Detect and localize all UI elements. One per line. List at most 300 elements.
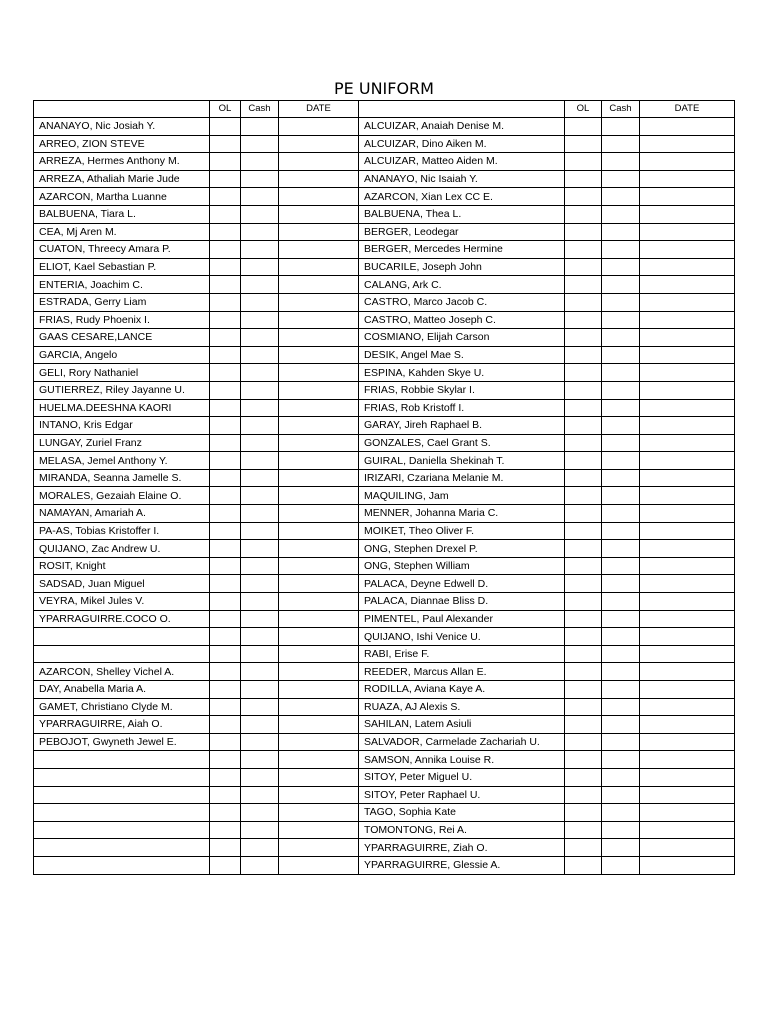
cash-cell-left — [241, 522, 279, 540]
ol-cell-right — [565, 575, 602, 593]
date-cell-right — [640, 311, 735, 329]
student-name-left: NAMAYAN, Amariah A. — [34, 505, 210, 523]
student-name-left: LUNGAY, Zuriel Franz — [34, 434, 210, 452]
date-cell-right — [640, 205, 735, 223]
ol-cell-right — [565, 804, 602, 822]
date-cell-left — [279, 276, 359, 294]
cash-cell-right — [602, 733, 640, 751]
table-row — [34, 452, 735, 470]
cash-cell-left — [241, 434, 279, 452]
student-name-left: AZARCON, Martha Luanne — [34, 188, 210, 206]
date-cell-right — [640, 540, 735, 558]
ol-cell-left — [210, 241, 241, 259]
student-name-right: GARAY, Jireh Raphael B. — [359, 417, 565, 435]
date-cell-right — [640, 329, 735, 347]
ol-cell-right — [565, 188, 602, 206]
table-row — [34, 223, 735, 241]
student-name-left: MELASA, Jemel Anthony Y. — [34, 452, 210, 470]
student-name-left: VEYRA, Mikel Jules V. — [34, 593, 210, 611]
cash-cell-left — [241, 557, 279, 575]
table-row — [34, 681, 735, 699]
student-name-left — [34, 645, 210, 663]
student-name-left: ARREZA, Athaliah Marie Jude — [34, 170, 210, 188]
date-cell-right — [640, 751, 735, 769]
student-name-left — [34, 628, 210, 646]
student-name-right: CASTRO, Matteo Joseph C. — [359, 311, 565, 329]
table-row — [34, 856, 735, 874]
ol-cell-left — [210, 663, 241, 681]
date-cell-left — [279, 311, 359, 329]
student-name-right: RUAZA, AJ Alexis S. — [359, 698, 565, 716]
cash-cell-left — [241, 698, 279, 716]
date-cell-right — [640, 417, 735, 435]
cash-cell-right — [602, 170, 640, 188]
ol-cell-left — [210, 610, 241, 628]
ol-cell-left — [210, 505, 241, 523]
student-name-right: PIMENTEL, Paul Alexander — [359, 610, 565, 628]
date-cell-left — [279, 768, 359, 786]
student-name-left: ENTERIA, Joachim C. — [34, 276, 210, 294]
ol-cell-left — [210, 821, 241, 839]
date-cell-left — [279, 417, 359, 435]
student-name-left: MIRANDA, Seanna Jamelle S. — [34, 469, 210, 487]
student-name-right: COSMIANO, Elijah Carson — [359, 329, 565, 347]
student-name-left: BALBUENA, Tiara L. — [34, 205, 210, 223]
cash-cell-left — [241, 311, 279, 329]
cash-cell-right — [602, 118, 640, 136]
date-cell-right — [640, 557, 735, 575]
student-name-right: SITOY, Peter Miguel U. — [359, 768, 565, 786]
date-cell-left — [279, 681, 359, 699]
ol-cell-left — [210, 575, 241, 593]
cash-cell-left — [241, 645, 279, 663]
date-cell-left — [279, 434, 359, 452]
cash-cell-left — [241, 628, 279, 646]
ol-cell-right — [565, 557, 602, 575]
date-cell-left — [279, 135, 359, 153]
student-name-left: GELI, Rory Nathaniel — [34, 364, 210, 382]
student-name-left: GAMET, Christiano Clyde M. — [34, 698, 210, 716]
cash-cell-right — [602, 205, 640, 223]
date-cell-left — [279, 716, 359, 734]
student-name-right: GUIRAL, Daniella Shekinah T. — [359, 452, 565, 470]
date-cell-left — [279, 469, 359, 487]
cash-cell-left — [241, 346, 279, 364]
ol-cell-left — [210, 751, 241, 769]
student-name-right: SITOY, Peter Raphael U. — [359, 786, 565, 804]
student-name-right: CASTRO, Marco Jacob C. — [359, 293, 565, 311]
date-cell-left — [279, 786, 359, 804]
ol-cell-right — [565, 293, 602, 311]
date-cell-right — [640, 681, 735, 699]
student-name-right: SALVADOR, Carmelade Zachariah U. — [359, 733, 565, 751]
cash-cell-left — [241, 716, 279, 734]
student-name-right: PALACA, Deyne Edwell D. — [359, 575, 565, 593]
cash-cell-left — [241, 681, 279, 699]
ol-cell-right — [565, 434, 602, 452]
cash-cell-right — [602, 575, 640, 593]
ol-cell-right — [565, 223, 602, 241]
cash-cell-right — [602, 223, 640, 241]
date-cell-right — [640, 469, 735, 487]
student-name-left: PA-AS, Tobias Kristoffer I. — [34, 522, 210, 540]
date-cell-left — [279, 821, 359, 839]
ol-cell-left — [210, 522, 241, 540]
ol-cell-right — [565, 417, 602, 435]
ol-cell-left — [210, 716, 241, 734]
ol-cell-left — [210, 258, 241, 276]
date-cell-left — [279, 487, 359, 505]
cash-cell-left — [241, 804, 279, 822]
date-cell-right — [640, 170, 735, 188]
cash-cell-right — [602, 487, 640, 505]
cash-cell-left — [241, 856, 279, 874]
date-cell-left — [279, 364, 359, 382]
cash-cell-left — [241, 575, 279, 593]
student-name-right: ONG, Stephen Drexel P. — [359, 540, 565, 558]
student-name-right: FRIAS, Robbie Skylar I. — [359, 381, 565, 399]
date-cell-left — [279, 505, 359, 523]
table-row — [34, 188, 735, 206]
ol-cell-left — [210, 153, 241, 171]
ol-cell-right — [565, 751, 602, 769]
ol-cell-left — [210, 557, 241, 575]
ol-cell-right — [565, 839, 602, 857]
student-name-left: GARCIA, Angelo — [34, 346, 210, 364]
date-cell-left — [279, 610, 359, 628]
cash-cell-right — [602, 540, 640, 558]
date-cell-right — [640, 364, 735, 382]
date-cell-right — [640, 276, 735, 294]
table-row — [34, 364, 735, 382]
date-cell-left — [279, 645, 359, 663]
ol-cell-left — [210, 135, 241, 153]
ol-cell-right — [565, 118, 602, 136]
cash-cell-right — [602, 364, 640, 382]
date-cell-left — [279, 593, 359, 611]
cash-cell-left — [241, 593, 279, 611]
cash-cell-right — [602, 839, 640, 857]
date-cell-right — [640, 856, 735, 874]
date-cell-left — [279, 804, 359, 822]
date-cell-left — [279, 856, 359, 874]
ol-cell-right — [565, 505, 602, 523]
student-name-left: ARREZA, Hermes Anthony M. — [34, 153, 210, 171]
header-date-left: DATE — [279, 101, 359, 118]
ol-cell-left — [210, 293, 241, 311]
ol-cell-right — [565, 276, 602, 294]
cash-cell-right — [602, 610, 640, 628]
cash-cell-right — [602, 135, 640, 153]
date-cell-left — [279, 346, 359, 364]
student-name-left: CUATON, Threecy Amara P. — [34, 241, 210, 259]
student-name-right: GONZALES, Cael Grant S. — [359, 434, 565, 452]
table-row — [34, 645, 735, 663]
student-name-left — [34, 786, 210, 804]
ol-cell-right — [565, 487, 602, 505]
student-name-right: FRIAS, Rob Kristoff I. — [359, 399, 565, 417]
student-name-left: ELIOT, Kael Sebastian P. — [34, 258, 210, 276]
ol-cell-left — [210, 223, 241, 241]
date-cell-left — [279, 663, 359, 681]
date-cell-left — [279, 223, 359, 241]
cash-cell-right — [602, 452, 640, 470]
date-cell-right — [640, 593, 735, 611]
ol-cell-left — [210, 311, 241, 329]
table-row — [34, 698, 735, 716]
date-cell-left — [279, 118, 359, 136]
date-cell-right — [640, 223, 735, 241]
student-name-left — [34, 821, 210, 839]
student-name-left: FRIAS, Rudy Phoenix I. — [34, 311, 210, 329]
header-ol-left: OL — [210, 101, 241, 118]
table-row — [34, 329, 735, 347]
ol-cell-right — [565, 452, 602, 470]
student-name-left — [34, 856, 210, 874]
date-cell-left — [279, 733, 359, 751]
date-cell-right — [640, 839, 735, 857]
table-row — [34, 311, 735, 329]
student-name-right: ALCUIZAR, Matteo Aiden M. — [359, 153, 565, 171]
table-row — [34, 241, 735, 259]
student-name-left — [34, 751, 210, 769]
ol-cell-left — [210, 346, 241, 364]
ol-cell-left — [210, 698, 241, 716]
ol-cell-right — [565, 593, 602, 611]
ol-cell-left — [210, 786, 241, 804]
cash-cell-left — [241, 663, 279, 681]
cash-cell-right — [602, 628, 640, 646]
date-cell-right — [640, 118, 735, 136]
table-row — [34, 258, 735, 276]
table-row — [34, 170, 735, 188]
ol-cell-right — [565, 628, 602, 646]
cash-cell-right — [602, 663, 640, 681]
student-name-right: YPARRAGUIRRE, Ziah O. — [359, 839, 565, 857]
student-name-right: ONG, Stephen William — [359, 557, 565, 575]
ol-cell-left — [210, 399, 241, 417]
cash-cell-right — [602, 329, 640, 347]
header-ol-right: OL — [565, 101, 602, 118]
student-name-right: ANANAYO, Nic Isaiah Y. — [359, 170, 565, 188]
date-cell-left — [279, 751, 359, 769]
ol-cell-left — [210, 188, 241, 206]
ol-cell-right — [565, 856, 602, 874]
ol-cell-left — [210, 645, 241, 663]
table-row — [34, 469, 735, 487]
date-cell-left — [279, 153, 359, 171]
student-name-right: SAMSON, Annika Louise R. — [359, 751, 565, 769]
table-row — [34, 593, 735, 611]
date-cell-right — [640, 575, 735, 593]
cash-cell-right — [602, 276, 640, 294]
cash-cell-right — [602, 751, 640, 769]
date-cell-right — [640, 346, 735, 364]
student-name-right: ESPINA, Kahden Skye U. — [359, 364, 565, 382]
table-row — [34, 293, 735, 311]
cash-cell-right — [602, 768, 640, 786]
ol-cell-left — [210, 469, 241, 487]
table-row — [34, 135, 735, 153]
cash-cell-right — [602, 241, 640, 259]
date-cell-right — [640, 135, 735, 153]
date-cell-left — [279, 258, 359, 276]
student-name-left: ANANAYO, Nic Josiah Y. — [34, 118, 210, 136]
date-cell-left — [279, 381, 359, 399]
cash-cell-right — [602, 786, 640, 804]
student-name-right: BUCARILE, Joseph John — [359, 258, 565, 276]
date-cell-right — [640, 522, 735, 540]
ol-cell-left — [210, 276, 241, 294]
date-cell-right — [640, 733, 735, 751]
student-name-right: DESIK, Angel Mae S. — [359, 346, 565, 364]
ol-cell-right — [565, 346, 602, 364]
cash-cell-left — [241, 610, 279, 628]
student-name-left: AZARCON, Shelley Vichel A. — [34, 663, 210, 681]
cash-cell-left — [241, 118, 279, 136]
cash-cell-left — [241, 293, 279, 311]
date-cell-right — [640, 258, 735, 276]
date-cell-left — [279, 170, 359, 188]
student-name-right: YPARRAGUIRRE, Glessie A. — [359, 856, 565, 874]
header-name-right — [359, 101, 565, 118]
cash-cell-right — [602, 293, 640, 311]
date-cell-left — [279, 241, 359, 259]
table-row — [34, 417, 735, 435]
header-cash-left: Cash — [241, 101, 279, 118]
student-name-left — [34, 768, 210, 786]
ol-cell-left — [210, 733, 241, 751]
cash-cell-right — [602, 681, 640, 699]
table-row — [34, 557, 735, 575]
table-row — [34, 346, 735, 364]
table-row — [34, 768, 735, 786]
cash-cell-right — [602, 804, 640, 822]
cash-cell-right — [602, 417, 640, 435]
ol-cell-right — [565, 733, 602, 751]
date-cell-right — [640, 434, 735, 452]
ol-cell-right — [565, 645, 602, 663]
cash-cell-left — [241, 839, 279, 857]
ol-cell-left — [210, 839, 241, 857]
ol-cell-right — [565, 205, 602, 223]
student-name-right: TOMONTONG, Rei A. — [359, 821, 565, 839]
table-row — [34, 716, 735, 734]
cash-cell-left — [241, 505, 279, 523]
cash-cell-left — [241, 768, 279, 786]
student-name-right: TAGO, Sophia Kate — [359, 804, 565, 822]
date-cell-left — [279, 188, 359, 206]
table-row — [34, 205, 735, 223]
ol-cell-right — [565, 610, 602, 628]
student-name-right: MOIKET, Theo Oliver F. — [359, 522, 565, 540]
student-name-left: ARREO, ZION STEVE — [34, 135, 210, 153]
date-cell-right — [640, 293, 735, 311]
date-cell-left — [279, 293, 359, 311]
ol-cell-right — [565, 153, 602, 171]
date-cell-right — [640, 381, 735, 399]
ol-cell-right — [565, 135, 602, 153]
table-row — [34, 733, 735, 751]
table-row — [34, 540, 735, 558]
cash-cell-left — [241, 786, 279, 804]
student-name-right: AZARCON, Xian Lex CC E. — [359, 188, 565, 206]
ol-cell-right — [565, 329, 602, 347]
cash-cell-left — [241, 170, 279, 188]
student-name-left: YPARRAGUIRRE, Aiah O. — [34, 716, 210, 734]
cash-cell-right — [602, 153, 640, 171]
date-cell-right — [640, 487, 735, 505]
table-row — [34, 434, 735, 452]
date-cell-right — [640, 610, 735, 628]
table-row — [34, 839, 735, 857]
student-name-right: RODILLA, Aviana Kaye A. — [359, 681, 565, 699]
cash-cell-left — [241, 258, 279, 276]
table-row — [34, 821, 735, 839]
ol-cell-left — [210, 452, 241, 470]
student-name-left: ROSIT, Knight — [34, 557, 210, 575]
student-name-left: GUTIERREZ, Riley Jayanne U. — [34, 381, 210, 399]
date-cell-right — [640, 786, 735, 804]
ol-cell-right — [565, 381, 602, 399]
ol-cell-right — [565, 716, 602, 734]
ol-cell-left — [210, 628, 241, 646]
ol-cell-right — [565, 821, 602, 839]
date-cell-left — [279, 698, 359, 716]
date-cell-left — [279, 540, 359, 558]
student-name-right: ALCUIZAR, Dino Aiken M. — [359, 135, 565, 153]
cash-cell-left — [241, 188, 279, 206]
ol-cell-right — [565, 469, 602, 487]
date-cell-right — [640, 241, 735, 259]
student-name-left — [34, 839, 210, 857]
date-cell-right — [640, 804, 735, 822]
date-cell-right — [640, 698, 735, 716]
cash-cell-right — [602, 311, 640, 329]
student-name-right: PALACA, Diannae Bliss D. — [359, 593, 565, 611]
student-name-right: CALANG, Ark C. — [359, 276, 565, 294]
cash-cell-left — [241, 276, 279, 294]
table-row — [34, 505, 735, 523]
cash-cell-left — [241, 241, 279, 259]
date-cell-left — [279, 522, 359, 540]
date-cell-left — [279, 452, 359, 470]
ol-cell-left — [210, 205, 241, 223]
cash-cell-left — [241, 469, 279, 487]
ol-cell-left — [210, 170, 241, 188]
cash-cell-right — [602, 258, 640, 276]
ol-cell-left — [210, 540, 241, 558]
ol-cell-right — [565, 311, 602, 329]
table-row — [34, 628, 735, 646]
ol-cell-left — [210, 487, 241, 505]
ol-cell-left — [210, 118, 241, 136]
cash-cell-right — [602, 434, 640, 452]
student-name-left: INTANO, Kris Edgar — [34, 417, 210, 435]
student-name-right: BERGER, Leodegar — [359, 223, 565, 241]
date-cell-left — [279, 399, 359, 417]
student-name-right: IRIZARI, Czariana Melanie M. — [359, 469, 565, 487]
ol-cell-left — [210, 681, 241, 699]
header-cash-right: Cash — [602, 101, 640, 118]
student-name-right: MAQUILING, Jam — [359, 487, 565, 505]
student-name-left: PEBOJOT, Gwyneth Jewel E. — [34, 733, 210, 751]
ol-cell-left — [210, 593, 241, 611]
student-name-right: MENNER, Johanna Maria C. — [359, 505, 565, 523]
student-name-left: GAAS CESARE,LANCE — [34, 329, 210, 347]
date-cell-left — [279, 575, 359, 593]
date-cell-right — [640, 628, 735, 646]
